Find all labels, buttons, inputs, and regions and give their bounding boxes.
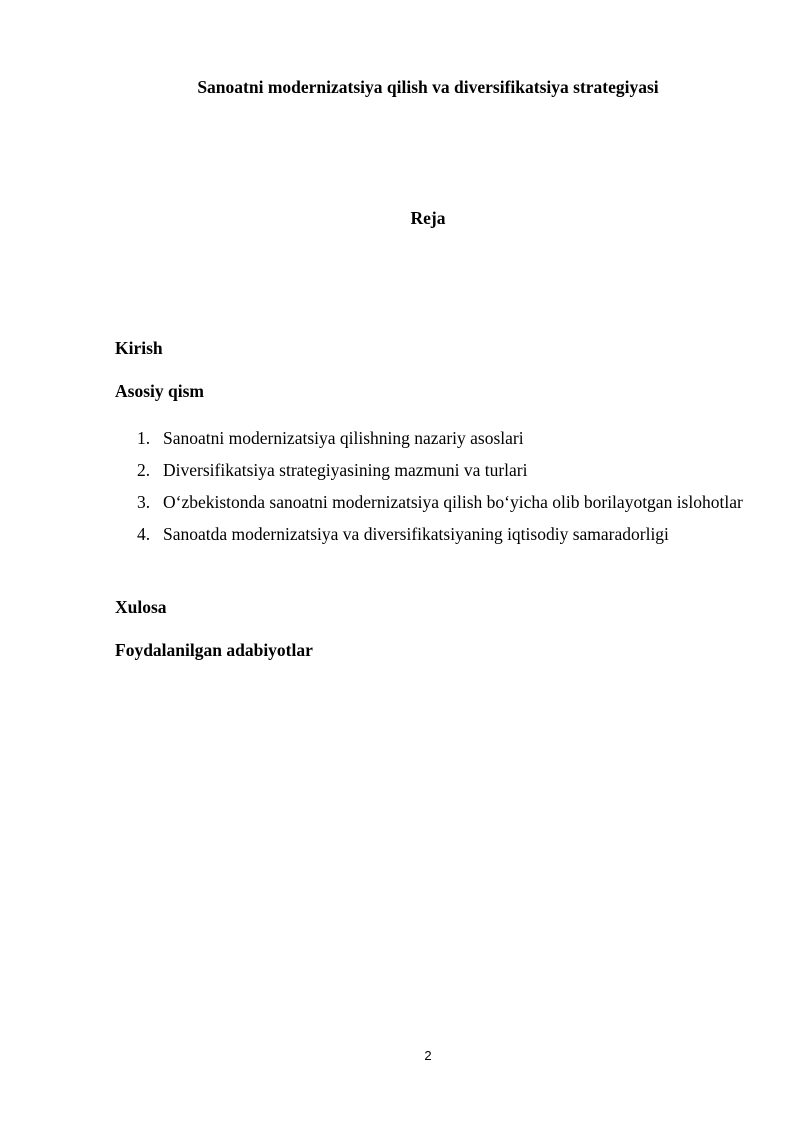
list-item-text: Sanoatni modernizatsiya qilishning nazariy asoslari [163, 428, 524, 448]
list-item-text: Diversifikatsiya strategiyasining mazmuni va turlari [163, 460, 528, 480]
list-item [115, 422, 743, 454]
page-number: 2 [424, 1048, 432, 1063]
section-heading-introduction: Kirish [115, 338, 163, 358]
list-item [115, 454, 743, 486]
list-item-number: 3. [137, 492, 151, 512]
list-item [115, 486, 743, 518]
list-item-number: 1. [137, 428, 151, 448]
main-part-list [115, 422, 743, 550]
section-heading-conclusion: Xulosa [115, 597, 167, 617]
section-heading-main-part: Asosiy qism [115, 381, 204, 401]
list-item [115, 518, 743, 550]
list-item-number: 2. [137, 460, 151, 480]
section-heading-references: Foydalanilgan adabiyotlar [115, 640, 313, 660]
list-item-text: Sanoatda modernizatsiya va diversifikatsiyaning iqtisodiy samaradorligi [163, 524, 669, 544]
list-item-number: 4. [137, 524, 151, 544]
list-item-text: O‘zbekistonda sanoatni modernizatsiya qilish bo‘yicha olib borilayotgan islohotlar [163, 492, 743, 512]
document-title: Sanoatni modernizatsiya qilish va diversifikatsiya strategiyasi [197, 77, 659, 97]
plan-heading: Reja [410, 208, 446, 228]
